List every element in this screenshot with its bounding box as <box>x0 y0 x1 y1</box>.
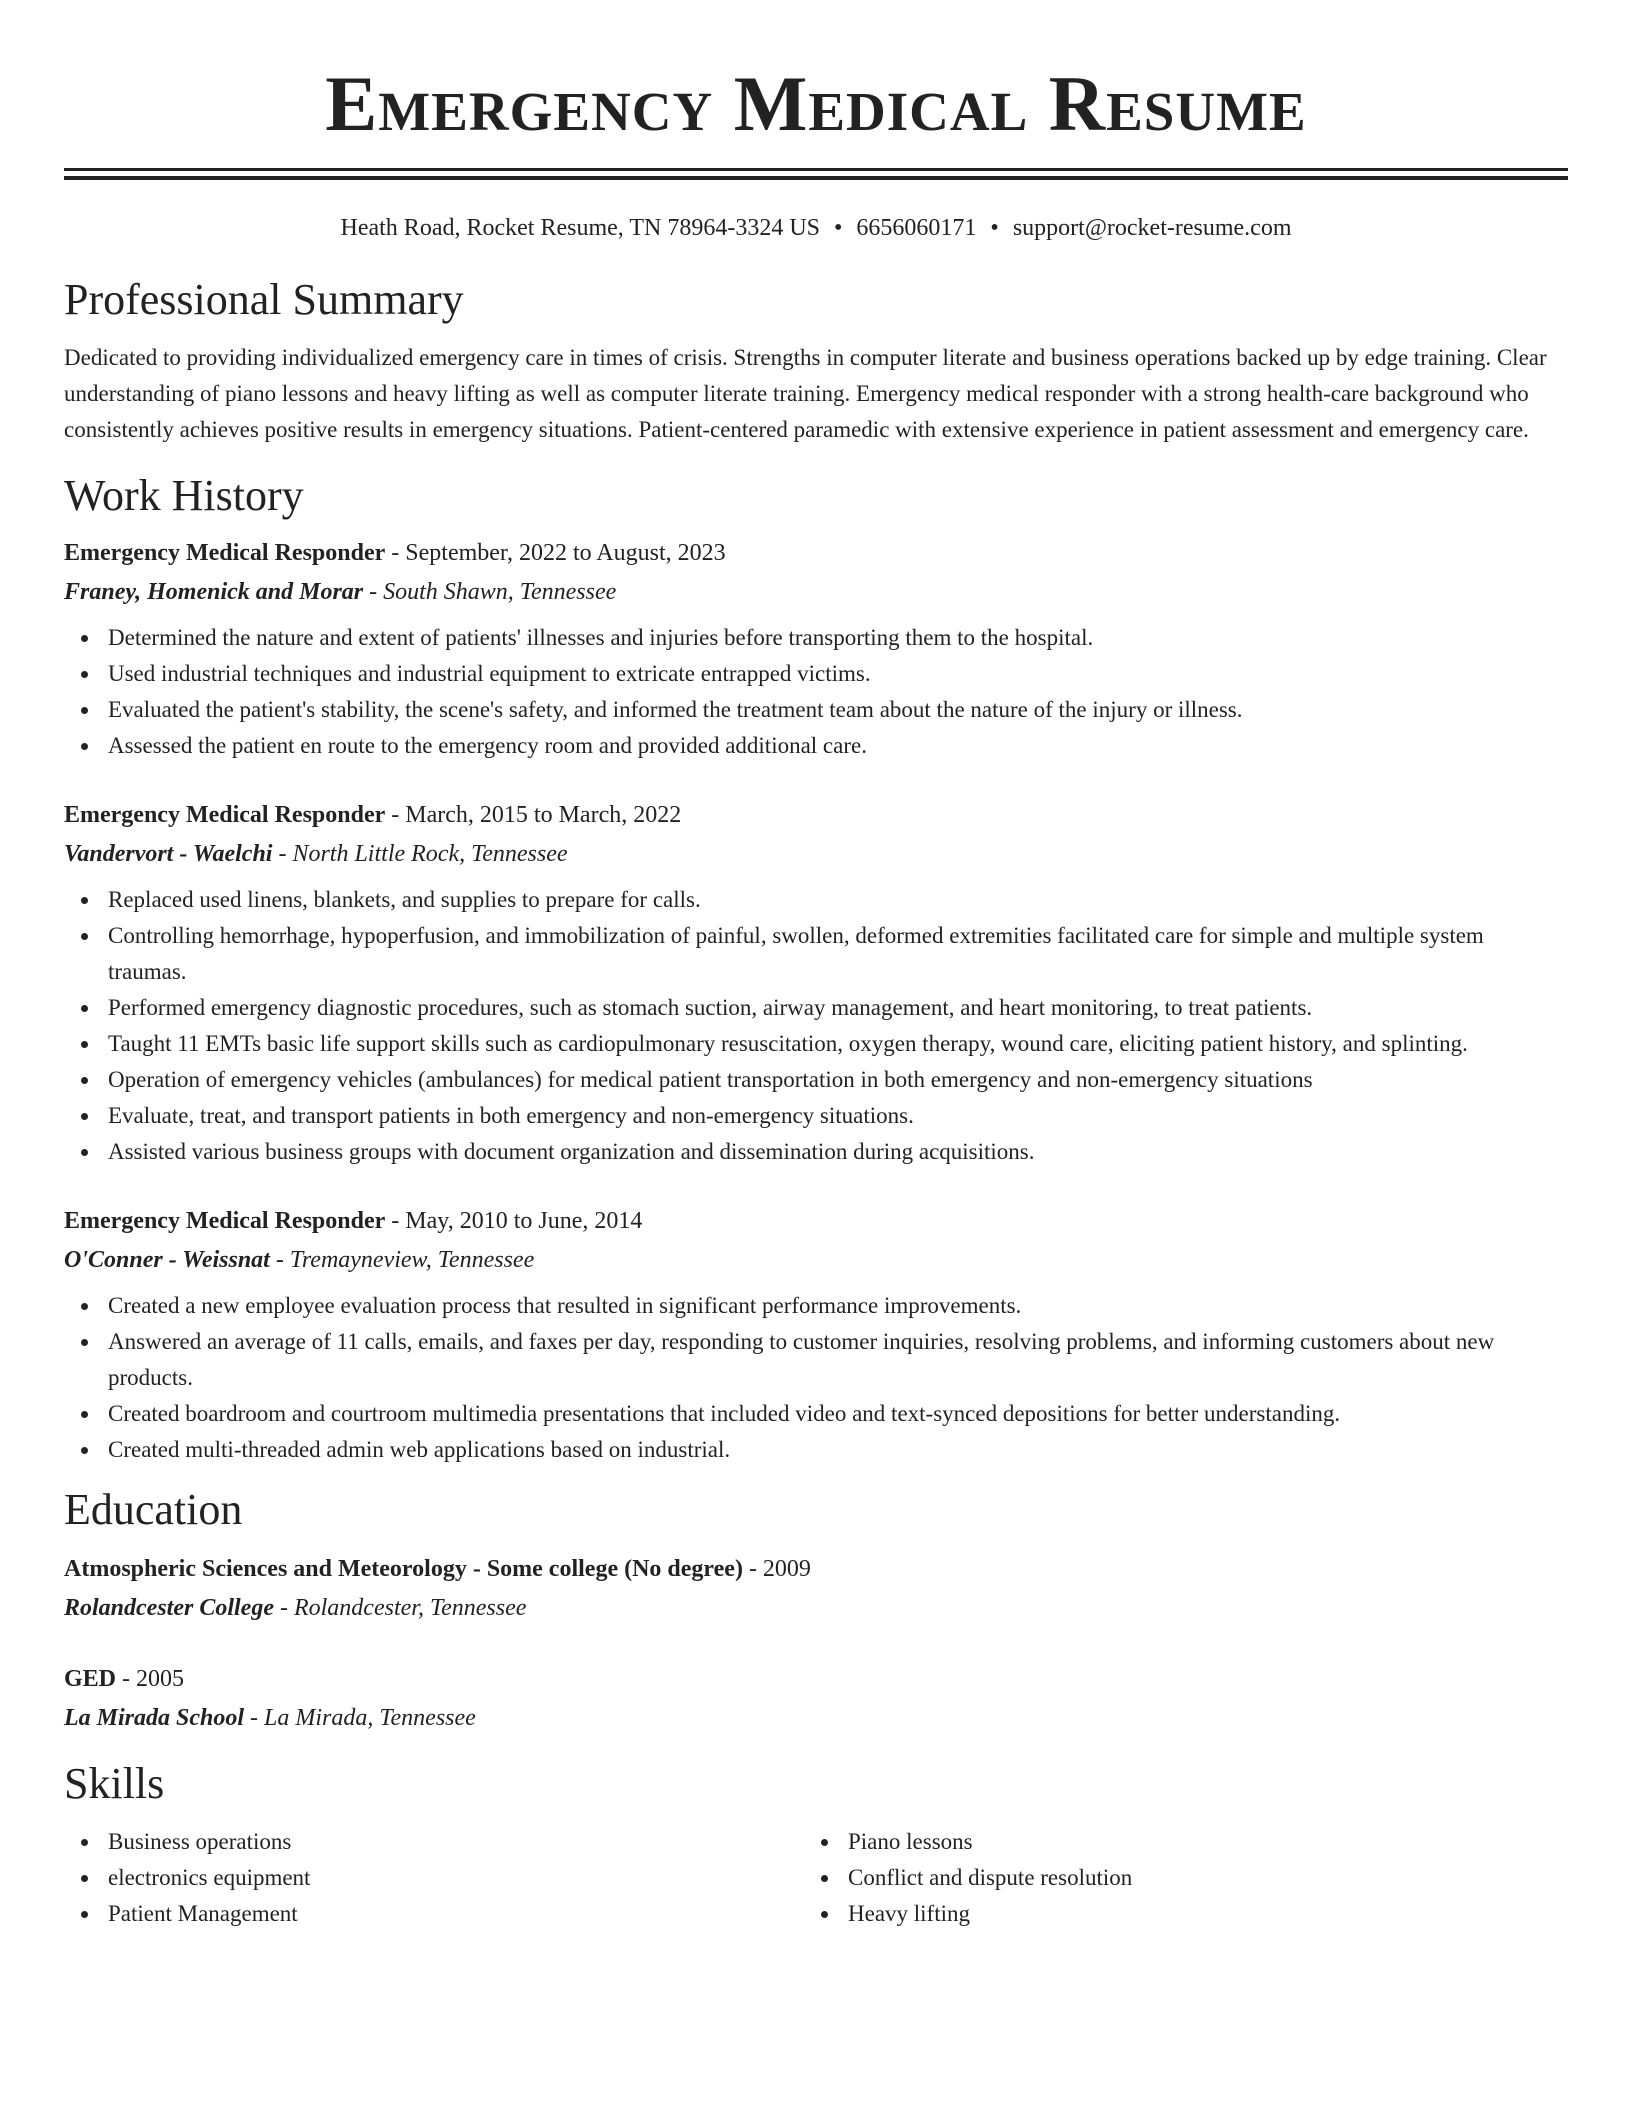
skills-heading: Skills <box>64 1759 165 1808</box>
job-bullet: Replaced used linens, blankets, and supplies to prepare for calls. <box>64 882 1568 918</box>
skill-item: Patient Management <box>64 1896 804 1932</box>
job-title-line <box>64 1202 1568 1240</box>
skill-item: Piano lessons <box>804 1824 1544 1860</box>
job-bullet: Taught 11 EMTs basic life support skills such as cardiopulmonary resuscitation, oxygen therapy, wound care, eliciting patient history, and splinting. <box>64 1026 1568 1062</box>
contact-phone: 6656060171 <box>856 215 977 241</box>
job-company-line <box>64 572 1568 612</box>
education-location: - La Mirada, Tennessee <box>244 1705 476 1731</box>
skill-item: electronics equipment <box>64 1860 804 1896</box>
job-bullet: Evaluated the patient's stability, the scene's safety, and informed the treatment team about the nature of the injury or illness. <box>64 692 1568 728</box>
contact-email: support@rocket-resume.com <box>1012 215 1292 241</box>
job-title: Emergency Medical Responder <box>64 802 386 828</box>
skill-item: Heavy lifting <box>804 1896 1544 1932</box>
skills-column-right <box>804 1824 1544 1932</box>
job-bullet: Controlling hemorrhage, hypoperfusion, and immobilization of painful, swollen, deformed extremities facilitated care for simple and multiple system traumas. <box>64 918 1568 990</box>
job-bullet: Evaluate, treat, and transport patients in both emergency and non-emergency situations. <box>64 1098 1568 1134</box>
job-bullets <box>64 620 1568 764</box>
education-school-line <box>64 1698 1568 1738</box>
education-school: Rolandcester College <box>64 1595 274 1621</box>
job-bullet: Determined the nature and extent of patients' illnesses and injuries before transporting them to the hospital. <box>64 620 1568 656</box>
education-degree-line <box>64 1660 1568 1698</box>
job-title-line <box>64 534 1568 572</box>
job-bullet: Assisted various business groups with document organization and dissemination during acquisitions. <box>64 1134 1568 1170</box>
contact-line <box>64 212 1568 244</box>
education-entry <box>64 1550 1568 1628</box>
job-entry <box>64 1202 1568 1468</box>
job-location: - Tremayneview, Tennessee <box>269 1247 535 1273</box>
skills-column-left <box>64 1824 804 1932</box>
job-bullet: Created a new employee evaluation process that resulted in significant performance improvements. <box>64 1288 1568 1324</box>
job-bullet: Created boardroom and courtroom multimedia presentations that included video and text-synced depositions for better understanding. <box>64 1396 1568 1432</box>
job-dates: - September, 2022 to August, 2023 <box>385 540 726 566</box>
job-company: O'Conner - Weissnat <box>64 1247 270 1273</box>
job-bullet: Assessed the patient en route to the emergency room and provided additional care. <box>64 728 1568 764</box>
education-heading: Education <box>64 1485 243 1534</box>
education-year: - 2009 <box>742 1556 811 1582</box>
job-title-line <box>64 796 1568 834</box>
skill-item: Conflict and dispute resolution <box>804 1860 1544 1896</box>
summary-heading: Professional Summary <box>64 275 464 324</box>
job-dates: - March, 2015 to March, 2022 <box>385 802 682 828</box>
skills-grid <box>64 1824 1568 1932</box>
job-location: - South Shawn, Tennessee <box>363 579 617 605</box>
skill-item: Business operations <box>64 1824 804 1860</box>
education-school: La Mirada School <box>64 1705 245 1731</box>
education-degree: Atmospheric Sciences and Meteorology - Some college (No degree) <box>64 1556 743 1582</box>
job-bullet: Created multi-threaded admin web applications based on industrial. <box>64 1432 1568 1468</box>
job-bullet: Operation of emergency vehicles (ambulances) for medical patient transportation in both emergency and non-emergency situations <box>64 1062 1568 1098</box>
job-company-line <box>64 1240 1568 1280</box>
education-year: - 2005 <box>116 1666 185 1692</box>
education-location: - Rolandcester, Tennessee <box>273 1595 527 1621</box>
education-school-line <box>64 1588 1568 1628</box>
contact-address: Heath Road, Rocket Resume, TN 78964-3324 US <box>340 215 820 241</box>
title-divider <box>64 168 1568 180</box>
education-degree: GED <box>64 1666 117 1692</box>
work-history-heading: Work History <box>64 471 304 520</box>
job-title: Emergency Medical Responder <box>64 540 386 566</box>
spacer <box>64 1628 1568 1660</box>
education-entry <box>64 1660 1568 1738</box>
job-bullets <box>64 1288 1568 1468</box>
spacer <box>64 764 1568 796</box>
job-dates: - May, 2010 to June, 2014 <box>385 1208 643 1234</box>
job-title: Emergency Medical Responder <box>64 1208 386 1234</box>
job-bullet: Performed emergency diagnostic procedures, such as stomach suction, airway management, and heart monitoring, to treat patients. <box>64 990 1568 1026</box>
contact-separator: • <box>834 215 843 241</box>
job-entry <box>64 796 1568 1170</box>
contact-separator: • <box>990 215 999 241</box>
skills-list <box>64 1824 804 1932</box>
education-degree-line <box>64 1550 1568 1588</box>
job-bullets <box>64 882 1568 1170</box>
summary-text: Dedicated to providing individualized emergency care in times of crisis. Strengths in computer literate and business operations backed up by edge training. Clear understanding of piano lessons and heavy lifting as well as computer literate training. Emergency medical responder with a strong health-care background who consistently achieves positive results in emergency situations. Patient-centered paramedic with extensive experience in patient assessment and emergency care. <box>64 345 1547 442</box>
skills-list <box>804 1824 1544 1932</box>
job-location: - North Little Rock, Tennessee <box>272 841 568 867</box>
job-company: Vandervort - Waelchi <box>64 841 273 867</box>
job-bullet: Answered an average of 11 calls, emails, and faxes per day, responding to customer inquiries, resolving problems, and informing customers about new products. <box>64 1324 1568 1396</box>
resume-title: Emergency Medical Resume <box>325 60 1307 147</box>
job-company-line <box>64 834 1568 874</box>
job-company: Franey, Homenick and Morar <box>64 579 364 605</box>
job-entry <box>64 534 1568 764</box>
spacer <box>64 1170 1568 1202</box>
job-bullet: Used industrial techniques and industrial equipment to extricate entrapped victims. <box>64 656 1568 692</box>
